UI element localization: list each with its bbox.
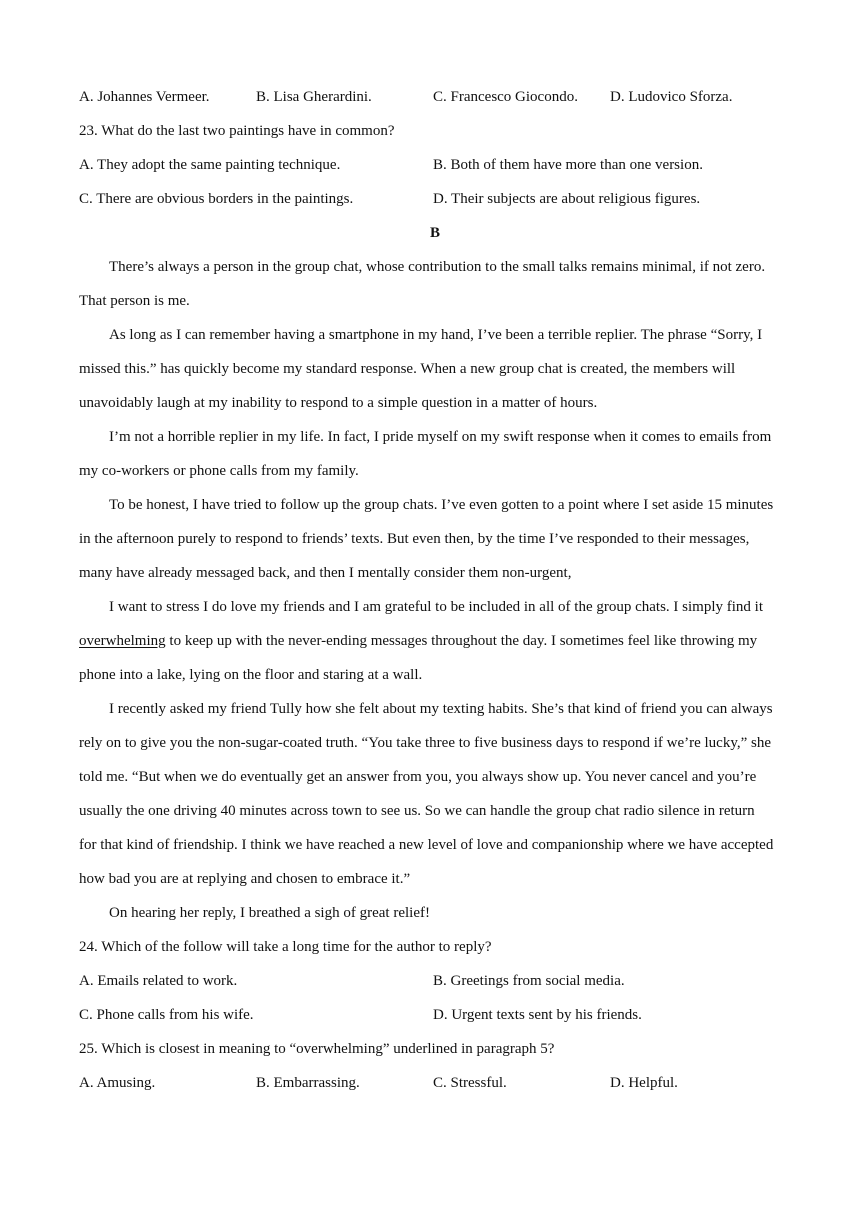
q25-question: 25. Which is closest in meaning to “overwhelming” underlined in paragraph 5? — [79, 1041, 555, 1057]
q24-options-row2 — [79, 1004, 791, 1038]
passage-line: unavoidably laugh at my inability to respond to a simple question in a matter of hours. — [79, 395, 598, 411]
q23-options-row2 — [79, 188, 791, 222]
passage-line: There’s always a person in the group chat, whose contribution to the small talks remains minimal, if not zero. — [109, 259, 766, 275]
option-c: C. Stressful. — [433, 1075, 507, 1091]
option-b: B. Lisa Gherardini. — [256, 89, 372, 105]
option-d: D. Ludovico Sforza. — [610, 89, 733, 105]
q23-options-row1 — [79, 154, 791, 188]
q25-options — [79, 1072, 791, 1106]
passage-line: I want to stress I do love my friends and I am grateful to be included in all of the group chats. I simply find it — [109, 599, 764, 615]
passage-text: to keep up with the never-ending messages throughout the day. I sometimes feel like throwing my — [165, 633, 758, 649]
option-a: A. Johannes Vermeer. — [79, 89, 210, 105]
option-c: C. There are obvious borders in the paintings. — [79, 191, 354, 207]
option-a: A. Amusing. — [79, 1075, 156, 1091]
passage-line: On hearing her reply, I breathed a sigh of great relief! — [109, 905, 430, 921]
passage-line: I’m not a horrible replier in my life. In fact, I pride myself on my swift response when it comes to emails from — [109, 429, 772, 445]
option-d: D. Helpful. — [610, 1075, 678, 1091]
option-b: B. Greetings from social media. — [433, 973, 625, 989]
passage-line — [79, 630, 791, 664]
q22-options — [79, 86, 791, 120]
passage-line: phone into a lake, lying on the floor and staring at a wall. — [79, 667, 423, 683]
passage-line: usually the one driving 40 minutes across town to see us. So we can handle the group chat radio silence in return — [79, 803, 755, 819]
passage-line: As long as I can remember having a smartphone in my hand, I’ve been a terrible replier. The phrase “Sorry, I — [109, 327, 763, 343]
passage-line: To be honest, I have tried to follow up the group chats. I’ve even gotten to a point where I set aside 15 minutes — [109, 497, 774, 513]
option-c: C. Phone calls from his wife. — [79, 1007, 254, 1023]
underlined-word: overwhelming — [79, 633, 166, 649]
q24-options-row1 — [79, 970, 791, 1004]
section-title: B — [429, 225, 440, 241]
q23-question: 23. What do the last two paintings have in common? — [79, 123, 395, 139]
passage-line: my co-workers or phone calls from my family. — [79, 463, 359, 479]
passage-line: how bad you are at replying and chosen to embrace it.” — [79, 871, 411, 887]
option-d: D. Urgent texts sent by his friends. — [433, 1007, 642, 1023]
passage-line: That person is me. — [79, 293, 190, 309]
passage-line: many have already messaged back, and then I mentally consider them non-urgent, — [79, 565, 572, 581]
option-d: D. Their subjects are about religious figures. — [433, 191, 701, 207]
exam-page — [79, 86, 791, 1106]
passage-line: in the afternoon purely to respond to friends’ texts. But even then, by the time I’ve responded to their messages, — [79, 531, 750, 547]
passage-line: I recently asked my friend Tully how she felt about my texting habits. She’s that kind of friend you can always — [109, 701, 773, 717]
option-c: C. Francesco Giocondo. — [433, 89, 578, 105]
q24-question: 24. Which of the follow will take a long time for the author to reply? — [79, 939, 492, 955]
passage-line: missed this.” has quickly become my standard response. When a new group chat is created, the members will — [79, 361, 736, 377]
passage-line: told me. “But when we do eventually get an answer from you, you always show up. You never cancel and you’re — [79, 769, 757, 785]
option-a: A. Emails related to work. — [79, 973, 238, 989]
passage-line: rely on to give you the non-sugar-coated truth. “You take three to five business days to respond if we’re lucky,” she — [79, 735, 772, 751]
option-a: A. They adopt the same painting technique. — [79, 157, 341, 173]
option-b: B. Both of them have more than one version. — [433, 157, 703, 173]
passage-line: for that kind of friendship. I think we have reached a new level of love and companionship where we have accepted — [79, 837, 774, 853]
option-b: B. Embarrassing. — [256, 1075, 360, 1091]
